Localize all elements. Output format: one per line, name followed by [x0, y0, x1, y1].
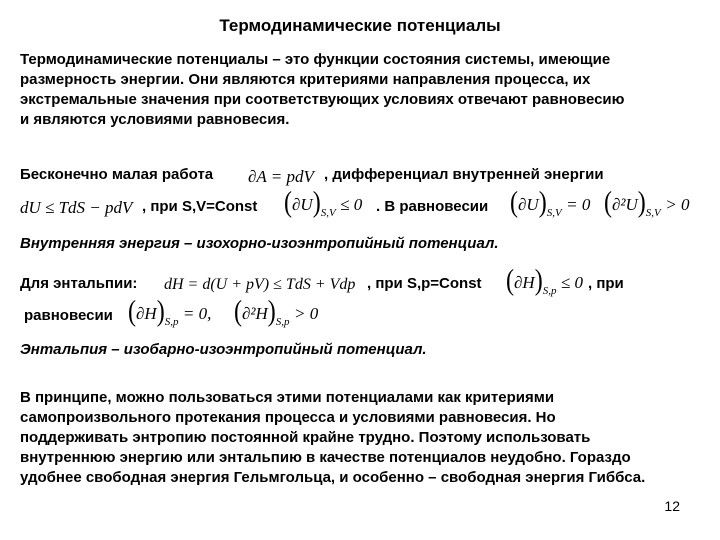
- dU-derivative: [284, 186, 363, 220]
- intro-line: и являются условиями равновесия.: [20, 111, 290, 128]
- cond-sv: , при S,V=Const: [142, 198, 258, 215]
- paren-close: ): [312, 186, 321, 220]
- d2H-relation: > 0: [293, 304, 319, 323]
- work-label: Бесконечно малая работа: [20, 166, 214, 183]
- d2U-numerator: ∂²U: [612, 195, 638, 214]
- dH-relation: ≤ 0: [560, 273, 583, 292]
- paren-close: ): [637, 186, 646, 220]
- d2H-derivative: [234, 295, 319, 329]
- dU-subscript: S,V: [546, 207, 562, 219]
- paren-close: ): [534, 264, 543, 298]
- cond-sp: , при S,p=Const: [367, 275, 482, 292]
- dH-numerator: ∂H: [514, 273, 535, 292]
- dH-derivative: [506, 264, 583, 298]
- paren-open: (: [128, 295, 136, 329]
- dU-formula: dU ≤ TdS − pdV: [20, 198, 133, 217]
- enthalpy-label: Для энтальпии:: [20, 275, 138, 292]
- outro-line: самопроизвольного протекания процесса и условиями равновесия. Но: [20, 409, 556, 426]
- d2U-subscript: S,V: [645, 207, 661, 219]
- paren-open: (: [604, 186, 612, 220]
- dH-subscript: S,p: [164, 316, 179, 328]
- comma: ,: [207, 304, 212, 323]
- d2U-derivative: [604, 186, 690, 220]
- dU-relation: ≤ 0: [340, 195, 363, 214]
- d2H-subscript: S,p: [275, 316, 290, 328]
- dU-subscript: S,V: [320, 207, 336, 219]
- dH-equilibrium: [128, 295, 212, 329]
- d2U-relation: > 0: [665, 195, 690, 214]
- slide-title: Термодинамические потенциалы: [219, 16, 501, 35]
- outro-line: поддерживать энтропию постоянной крайне трудно. Поэтому использовать: [20, 429, 591, 446]
- intro-line: размерность энергии. Они являются критериями направления процесса, их: [20, 71, 591, 88]
- dU-numerator: ∂U: [292, 195, 313, 214]
- enthalpy-conclusion: Энтальпия – изобарно-изоэнтропийный потенциал.: [20, 341, 427, 358]
- paren-open: (: [284, 186, 292, 220]
- paren-close: ): [267, 295, 276, 329]
- dU-eq-relation: = 0: [566, 195, 591, 214]
- at-label: , при: [588, 275, 624, 292]
- dH-formula: dH = d(U + pV) ≤ TdS + Vdp: [164, 276, 356, 293]
- dH-numerator: ∂H: [136, 304, 157, 323]
- dH-eq-relation: = 0: [182, 304, 208, 323]
- equilibrium-label: . В равновесии: [376, 198, 489, 215]
- paren-close: ): [538, 186, 547, 220]
- paren-open: (: [510, 186, 518, 220]
- equilibrium-word: равновесии: [24, 307, 113, 324]
- paren-open: (: [234, 295, 242, 329]
- outro-line: удобнее свободная энергия Гельмгольца, и особенно – свободная энергия Гиббса.: [20, 469, 646, 486]
- internal-energy-conclusion: Внутренняя энергия – изохорно-изоэнтропийный потенциал.: [20, 235, 499, 252]
- intro-line: экстремальные значения при соответствующих условиях отвечают равновесию: [20, 91, 625, 108]
- intro-paragraph: [20, 50, 700, 130]
- outro-line: внутреннюю энергию или энтальпию в качестве потенциалов неудобно. Гораздо: [20, 449, 631, 466]
- page-number: 12: [664, 498, 680, 514]
- paren-open: (: [506, 264, 514, 298]
- dU-numerator: ∂U: [518, 195, 539, 214]
- d2H-numerator: ∂²H: [242, 304, 268, 323]
- work-formula: ∂A = pdV: [248, 167, 314, 186]
- diff-label: , дифференциал внутренней энергии: [324, 166, 604, 183]
- intro-line: Термодинамические потенциалы – это функции состояния системы, имеющие: [20, 51, 611, 68]
- outro-paragraph: [20, 388, 700, 488]
- outro-line: В принципе, можно пользоваться этими потенциалами как критериями: [20, 389, 555, 406]
- dU-equilibrium: [510, 186, 591, 220]
- dH-subscript: S,p: [542, 285, 557, 297]
- paren-close: ): [156, 295, 165, 329]
